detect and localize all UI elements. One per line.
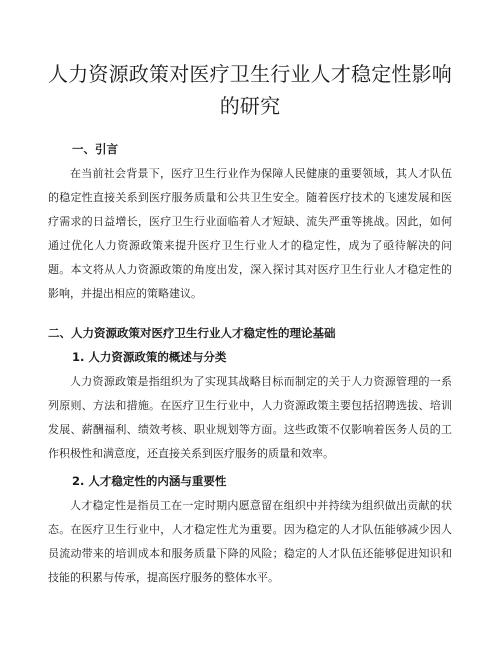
introduction-paragraph: 在当前社会背景下，医疗卫生行业作为保障人民健康的重要领域，其人才队伍的稳定性直接关系到医疗服务质量和公共卫生安全。随着医疗技术的飞速发展和医疗需求的日益增长，医疗卫生行业面临着人才短缺、流失严重等挑战。因此，如何通过优化人力资源政策来提升医疗卫生行业人才的稳定性，成为了亟待解决的问题。本文将从人力资源政策的角度出发，深入探讨其对医疗卫生行业人才稳定性的影响，并提出相应的策略建议。	[48, 167, 452, 300]
section-heading-introduction: 一、引言	[72, 142, 118, 156]
talent-stability-paragraph: 人才稳定性是指员工在一定时期内愿意留在组织中并持续为组织做出贡献的状态。在医疗卫生行业中，人才稳定性尤为重要。因为稳定的人才队伍能够减少因人员流动带来的培训成本和服务质量下降的风险；稳定的人才队伍还能够促进知识和技能的积累与传承，提高医疗服务的整体水平。	[48, 499, 452, 584]
document-title: 人力资源政策对医疗卫生行业人才稳定性影响的研究	[48, 62, 452, 118]
subsection-heading-policy-overview: 1. 人力资源政策的概述与分类	[72, 350, 227, 364]
section-heading-theory: 二、人力资源政策对医疗卫生行业人才稳定性的理论基础	[48, 326, 336, 340]
subsection-heading-talent-stability: 2. 人才稳定性的内涵与重要性	[72, 474, 227, 488]
policy-overview-paragraph: 人力资源政策是指组织为了实现其战略目标而制定的关于人力资源管理的一系列原则、方法和措施。在医疗卫生行业中，人力资源政策主要包括招聘选拔、培训发展、薪酬福利、绩效考核、职业规划等方面。这些政策不仅影响着医务人员的工作积极性和满意度，还直接关系到医疗服务的质量和效率。	[48, 375, 452, 460]
